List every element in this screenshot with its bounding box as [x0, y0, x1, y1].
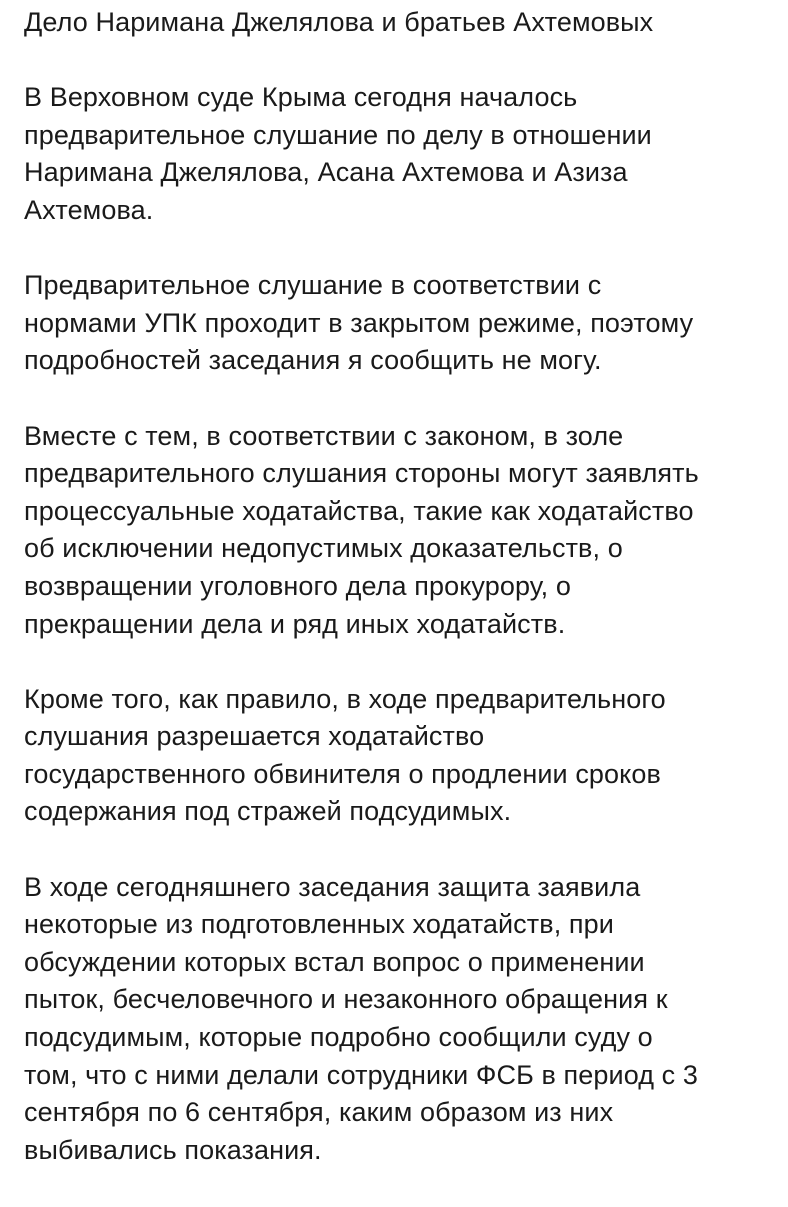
text-line: сентября по 6 сентября, каким образом из них — [24, 1097, 614, 1128]
text-line: возвращении уголовного дела прокурору, о — [24, 570, 571, 601]
note-body — [24, 4, 764, 1207]
text-line: Вместе с тем, в соответствии с законом, в золе — [24, 420, 624, 451]
text-line: об исключении недопустимых доказательств, о — [24, 533, 623, 564]
text-line: выбивались показания. — [24, 1134, 322, 1165]
text-line: нормами УПК проходит в закрытом режиме, поэтому — [24, 307, 694, 338]
paragraph-3 — [24, 418, 764, 644]
text-line: Дело Наримана Джелялова и братьев Ахтемовых — [24, 7, 654, 37]
text-line: некоторые из подготовленных ходатайств, при — [24, 909, 614, 940]
note-title — [24, 4, 764, 42]
text-line: слушания разрешается ходатайство — [24, 721, 485, 752]
paragraph-1 — [24, 79, 764, 229]
text-line: прекращении дела и ряд иных ходатайств. — [24, 608, 566, 639]
paragraph-4 — [24, 681, 764, 831]
text-line: подсудимым, которые подробно сообщили суду о — [24, 1022, 653, 1053]
text-line: В ходе сегодняшнего заседания защита заявила — [24, 871, 641, 902]
text-line: В Верховном суде Крыма сегодня началось — [24, 82, 578, 113]
text-line: Предварительное слушание в соответствии с — [24, 270, 602, 301]
text-line: пыток, бесчеловечного и незаконного обращения к — [24, 984, 668, 1015]
paragraph-2 — [24, 267, 764, 380]
text-line: предварительного слушания стороны могут заявлять — [24, 458, 699, 489]
text-line: Ахтемова. — [24, 194, 154, 225]
text-line: подробностей заседания я сообщить не могу. — [24, 345, 602, 376]
text-line: том, что с ними делали сотрудники ФСБ в период с 3 — [24, 1059, 698, 1090]
paragraph-5 — [24, 869, 764, 1170]
text-line: Кроме того, как правило, в ходе предварительного — [24, 683, 666, 714]
text-line: процессуальные ходатайства, такие как ходатайство — [24, 495, 694, 526]
text-line: предварительное слушание по делу в отношении — [24, 119, 652, 150]
text-line: содержания под стражей подсудимых. — [24, 796, 512, 827]
text-line: обсуждении которых встал вопрос о применении — [24, 946, 645, 977]
text-line: Наримана Джелялова, Асана Ахтемова и Азиза — [24, 157, 628, 188]
text-line: государственного обвинителя о продлении сроков — [24, 758, 661, 789]
